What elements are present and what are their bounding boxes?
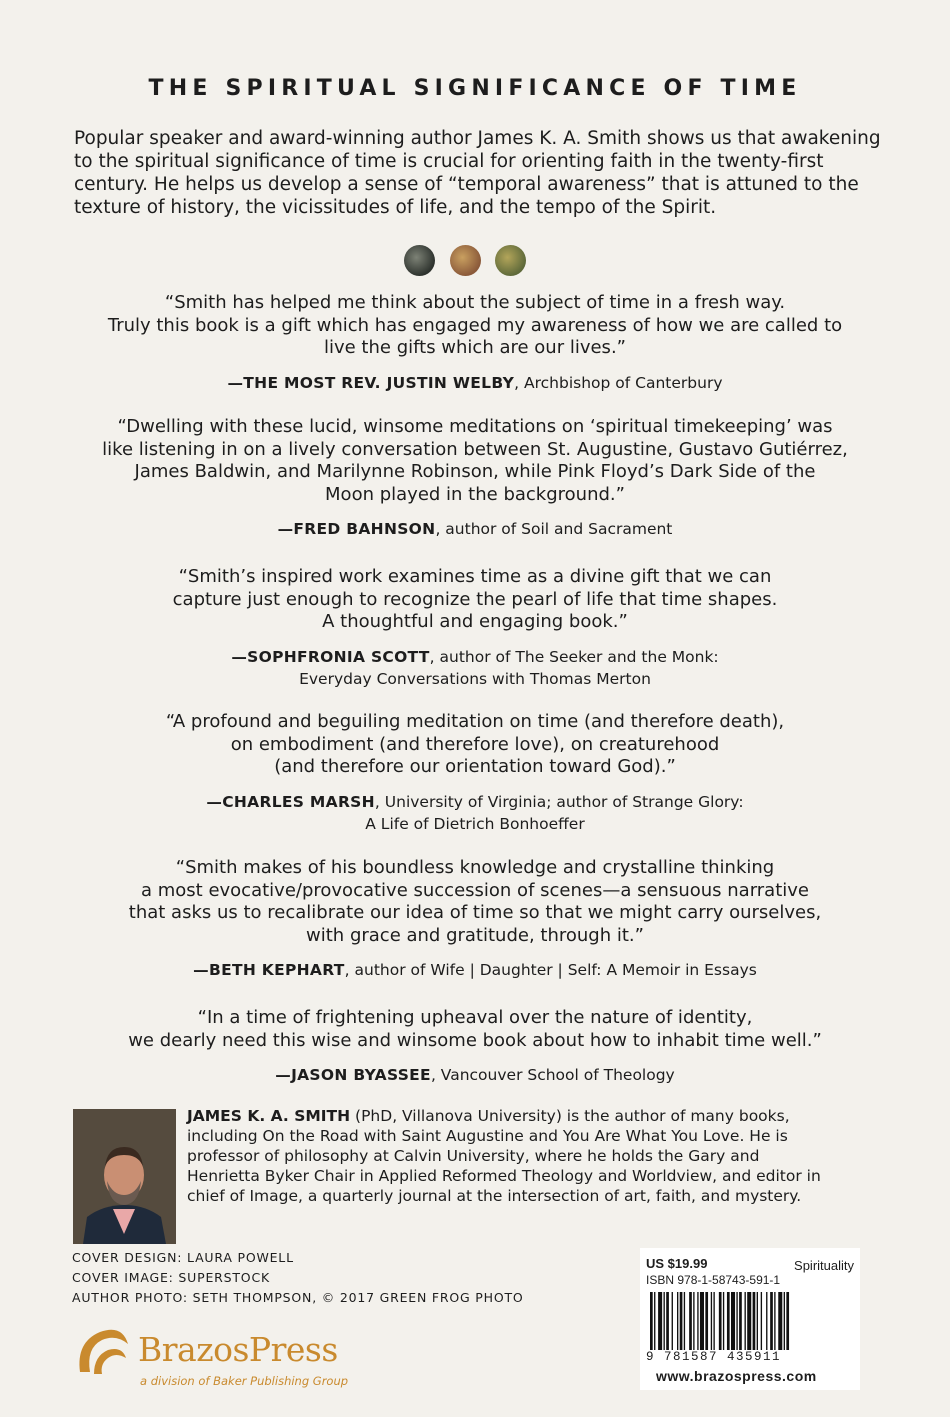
quote-line: that asks us to recalibrate our idea of time so that we might carry ourselves, [128,902,822,923]
brazos-swirl-icon [72,1322,132,1380]
quote-line: like listening in on a lively conversation between St. Augustine, Gustavo Gutiérrez, [102,438,848,460]
quote-line: “Smith has helped me think about the subject of time in a fresh way. [164,292,786,313]
isbn: ISBN 978-1-58743-591-1 [646,1273,781,1287]
quote-line: Truly this book is a gift which has engaged my awareness of how we are called to [107,314,843,336]
category: Spirituality [794,1258,854,1273]
quote-line: (and therefore our orientation toward God).” [274,756,676,777]
quote-line: we dearly need this wise and winsome book about how to inhabit time well.” [128,1029,822,1051]
quote-line: “A profound and beguiling meditation on time (and therefore death), [165,711,785,732]
quote-line: Moon played in the background.” [325,483,625,505]
quote-line: on embodiment (and therefore love), on creaturehood [230,733,720,755]
price: US $19.99 [646,1256,708,1271]
quote-line: “Smith makes of his boundless knowledge and crystalline thinking [175,857,775,878]
publisher-name: BrazosPress [138,1330,338,1369]
endorser-affiliation: , Vancouver School of Theology [430,1066,675,1084]
author-portrait-icon [73,1109,176,1244]
publisher-logo [72,1322,372,1392]
endorser-name: —FRED BAHNSON [277,520,436,538]
endorser-affiliation: , author of Soil and Sacrament [435,520,673,538]
barcode-label [640,1248,860,1390]
quote-line: “Dwelling with these lucid, winsome meditations on ‘spiritual timekeeping’ was [117,416,833,437]
credit-author-photo: AUTHOR PHOTO: SETH THOMPSON, © 2017 GREEN FROG PHOTO [72,1290,524,1305]
quote-line: capture just enough to recognize the pearl of life that time shapes. [172,588,778,610]
endorsement-6 [60,1007,890,1086]
quote-line: James Baldwin, and Marilynne Robinson, while Pink Floyd’s Dark Side of the [134,461,816,482]
credit-cover-design: COVER DESIGN: LAURA POWELL [72,1250,294,1265]
endorser-name: —CHARLES MARSH [206,792,375,811]
endorsement-4 [60,711,890,835]
publisher-tagline: a division of Baker Publishing Group [140,1374,349,1388]
endorser-affiliation: , author of Wife | Daughter | Self: A Memoir in Essays [344,961,757,979]
dot-rust [450,245,481,276]
dot-dark [404,245,435,276]
endorser-name: —THE MOST REV. JUSTIN WELBY [227,373,515,392]
endorsement-5 [60,857,890,981]
quote-line: live the gifts which are our lives.” [323,337,626,358]
cover-credits [72,1248,524,1308]
quote-line: “Smith’s inspired work examines time as a divine gift that we can [178,566,772,587]
endorsement-2 [60,416,890,540]
author-name: JAMES K. A. SMITH [187,1107,351,1125]
book-description: Popular speaker and award-winning author James K. A. Smith shows us that awakening to the spiritual significance of time is crucial for orienting faith in the twenty-first century. He helps us develop a sense of “temporal awareness” that is attuned to the texture of history, the vicissitudes of life, and the tempo of the Spirit. [74,128,881,218]
endorser-affiliation: , author of The Seeker and the Monk: [429,647,719,666]
quote-line: A thoughtful and engaging book.” [322,611,628,632]
author-bio-text: (PhD, Villanova University) is the author of many books, including On the Road with Saint Augustine and You Are What You Love. He is professor of philosophy at Calvin University, where he holds the Gary and Henrietta Byker Chair in Applied Reformed Theology and Worldview, and editor in chief of Image, a quarterly journal at the intersection of art, faith, and mystery. [187,1107,821,1205]
quote-line: with grace and gratitude, through it.” [306,924,644,946]
publisher-url: www.brazospress.com [656,1368,817,1384]
endorser-affiliation: , Archbishop of Canterbury [514,373,723,392]
credit-cover-image: COVER IMAGE: SUPERSTOCK [72,1270,270,1285]
endorsement-3 [60,566,890,690]
barcode-digits: 9 781587 435911 [646,1350,856,1364]
endorser-affiliation: , University of Virginia; author of Strange Glory: [374,792,744,811]
endorser-name: —BETH KEPHART [193,961,345,979]
endorser-name: —SOPHFRONIA SCOTT [231,647,430,666]
quote-line: “In a time of frightening upheaval over the nature of identity, [197,1007,753,1028]
author-bio [187,1106,837,1206]
author-photo [73,1109,176,1244]
back-cover-heading: THE SPIRITUAL SIGNIFICANCE OF TIME [148,76,802,101]
endorser-affiliation-cont: A Life of Dietrich Bonhoeffer [365,814,585,833]
endorser-affiliation-cont: Everyday Conversations with Thomas Merton [299,669,651,688]
endorsement-1 [60,292,890,394]
dot-olive [495,245,526,276]
endorser-name: —JASON BYASSEE [275,1066,431,1084]
quote-line: a most evocative/provocative succession of scenes—a sensuous narrative [140,879,809,901]
